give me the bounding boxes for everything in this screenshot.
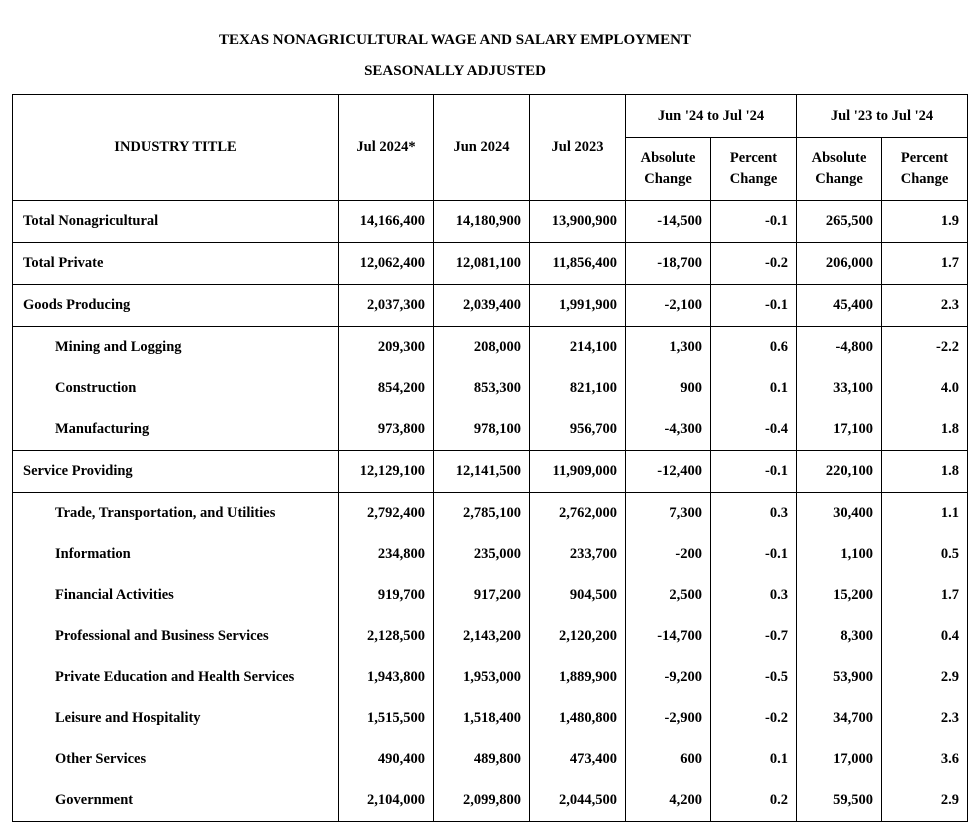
employment-table	[12, 94, 968, 822]
value-cell-y-pct: 1.8	[882, 409, 968, 451]
value-cell-y-abs: 45,400	[797, 285, 882, 327]
industry-title-cell: Total Nonagricultural	[13, 201, 339, 243]
industry-title-cell: Government	[13, 780, 339, 822]
value-cell-y-abs: 17,000	[797, 739, 882, 780]
value-cell-m-abs: 4,200	[626, 780, 711, 822]
value-cell-m-pct: -0.2	[711, 243, 797, 285]
value-cell-m-pct: -0.1	[711, 534, 797, 575]
industry-title-cell: Mining and Logging	[13, 327, 339, 369]
value-cell-jul2023: 214,100	[530, 327, 626, 369]
value-cell-y-abs: 34,700	[797, 698, 882, 739]
value-cell-y-pct: 1.1	[882, 493, 968, 535]
value-cell-jul2024: 12,129,100	[339, 451, 434, 493]
value-cell-y-pct: 2.3	[882, 285, 968, 327]
value-cell-jul2024: 2,104,000	[339, 780, 434, 822]
table-row	[13, 534, 968, 575]
value-cell-jul2023: 473,400	[530, 739, 626, 780]
value-cell-y-pct: 0.4	[882, 616, 968, 657]
page-title: TEXAS NONAGRICULTURAL WAGE AND SALARY EMPLOYMENT	[219, 32, 691, 48]
value-cell-jun2024: 2,143,200	[434, 616, 530, 657]
value-cell-y-pct: 2.9	[882, 780, 968, 822]
value-cell-m-pct: -0.1	[711, 285, 797, 327]
value-cell-jun2024: 978,100	[434, 409, 530, 451]
value-cell-jul2024: 234,800	[339, 534, 434, 575]
value-cell-m-abs: -14,700	[626, 616, 711, 657]
value-cell-jul2023: 11,856,400	[530, 243, 626, 285]
value-cell-y-abs: 53,900	[797, 657, 882, 698]
value-cell-jun2024: 917,200	[434, 575, 530, 616]
industry-title-cell: Other Services	[13, 739, 339, 780]
value-cell-jul2023: 233,700	[530, 534, 626, 575]
value-cell-m-pct: 0.6	[711, 327, 797, 369]
value-cell-jul2023: 1,991,900	[530, 285, 626, 327]
value-cell-y-abs: 206,000	[797, 243, 882, 285]
value-cell-jun2024: 2,039,400	[434, 285, 530, 327]
value-cell-jul2023: 2,120,200	[530, 616, 626, 657]
value-cell-m-pct: 0.3	[711, 575, 797, 616]
industry-title-cell: Professional and Business Services	[13, 616, 339, 657]
value-cell-y-pct: 1.7	[882, 243, 968, 285]
table-row	[13, 575, 968, 616]
value-cell-m-abs: -18,700	[626, 243, 711, 285]
value-cell-jul2023: 821,100	[530, 368, 626, 409]
header-industry-title: INDUSTRY TITLE	[13, 95, 339, 201]
table-row	[13, 493, 968, 535]
table-row	[13, 451, 968, 493]
value-cell-y-abs: 59,500	[797, 780, 882, 822]
value-cell-m-pct: 0.3	[711, 493, 797, 535]
industry-title-cell: Information	[13, 534, 339, 575]
value-cell-y-abs: 1,100	[797, 534, 882, 575]
value-cell-m-abs: -9,200	[626, 657, 711, 698]
value-cell-jul2024: 2,037,300	[339, 285, 434, 327]
header-jul-2023: Jul 2023	[530, 95, 626, 201]
value-cell-jul2024: 12,062,400	[339, 243, 434, 285]
table-row	[13, 201, 968, 243]
value-cell-m-pct: -0.2	[711, 698, 797, 739]
table-row	[13, 327, 968, 369]
value-cell-jul2024: 973,800	[339, 409, 434, 451]
industry-title-cell: Private Education and Health Services	[13, 657, 339, 698]
value-cell-jul2023: 2,762,000	[530, 493, 626, 535]
value-cell-jul2024: 209,300	[339, 327, 434, 369]
value-cell-m-pct: -0.1	[711, 201, 797, 243]
value-cell-m-pct: -0.4	[711, 409, 797, 451]
value-cell-jul2023: 956,700	[530, 409, 626, 451]
table-row	[13, 243, 968, 285]
header-monthly-change-group: Jun '24 to Jul '24	[626, 95, 797, 138]
value-cell-jun2024: 14,180,900	[434, 201, 530, 243]
industry-title-cell: Construction	[13, 368, 339, 409]
value-cell-jun2024: 1,953,000	[434, 657, 530, 698]
industry-title-cell: Manufacturing	[13, 409, 339, 451]
value-cell-jun2024: 235,000	[434, 534, 530, 575]
table-row	[13, 739, 968, 780]
table-row	[13, 368, 968, 409]
value-cell-jul2024: 490,400	[339, 739, 434, 780]
value-cell-y-abs: 220,100	[797, 451, 882, 493]
value-cell-jun2024: 853,300	[434, 368, 530, 409]
table-row	[13, 698, 968, 739]
value-cell-jun2024: 208,000	[434, 327, 530, 369]
value-cell-y-pct: 3.6	[882, 739, 968, 780]
value-cell-y-pct: 1.8	[882, 451, 968, 493]
table-row	[13, 409, 968, 451]
header-yearly-absolute-change: Absolute Change	[797, 138, 882, 201]
table-row	[13, 780, 968, 822]
header-jul-2024: Jul 2024*	[339, 95, 434, 201]
header-yearly-change-group: Jul '23 to Jul '24	[797, 95, 968, 138]
value-cell-y-pct: 4.0	[882, 368, 968, 409]
value-cell-m-abs: 2,500	[626, 575, 711, 616]
industry-title-cell: Financial Activities	[13, 575, 339, 616]
header-jun-2024: Jun 2024	[434, 95, 530, 201]
value-cell-jun2024: 2,785,100	[434, 493, 530, 535]
value-cell-m-pct: -0.5	[711, 657, 797, 698]
header-monthly-absolute-change: Absolute Change	[626, 138, 711, 201]
value-cell-m-abs: 900	[626, 368, 711, 409]
table-row	[13, 285, 968, 327]
value-cell-y-abs: 15,200	[797, 575, 882, 616]
table-row	[13, 616, 968, 657]
value-cell-y-pct: 1.7	[882, 575, 968, 616]
industry-title-cell: Goods Producing	[13, 285, 339, 327]
value-cell-m-abs: 1,300	[626, 327, 711, 369]
value-cell-m-abs: -14,500	[626, 201, 711, 243]
value-cell-jun2024: 489,800	[434, 739, 530, 780]
value-cell-y-pct: 1.9	[882, 201, 968, 243]
value-cell-m-abs: -2,100	[626, 285, 711, 327]
table-body	[13, 201, 968, 822]
value-cell-m-abs: -4,300	[626, 409, 711, 451]
value-cell-jul2024: 2,792,400	[339, 493, 434, 535]
industry-title-cell: Total Private	[13, 243, 339, 285]
value-cell-jul2023: 904,500	[530, 575, 626, 616]
value-cell-jul2023: 11,909,000	[530, 451, 626, 493]
value-cell-m-abs: 7,300	[626, 493, 711, 535]
header-yearly-percent-change: Percent Change	[882, 138, 968, 201]
value-cell-jul2023: 1,889,900	[530, 657, 626, 698]
value-cell-jul2024: 2,128,500	[339, 616, 434, 657]
value-cell-m-abs: 600	[626, 739, 711, 780]
value-cell-m-pct: 0.1	[711, 739, 797, 780]
value-cell-y-abs: 30,400	[797, 493, 882, 535]
value-cell-jul2023: 2,044,500	[530, 780, 626, 822]
industry-title-cell: Leisure and Hospitality	[13, 698, 339, 739]
value-cell-jul2024: 14,166,400	[339, 201, 434, 243]
value-cell-y-abs: 8,300	[797, 616, 882, 657]
value-cell-jul2024: 854,200	[339, 368, 434, 409]
page-subtitle: SEASONALLY ADJUSTED	[364, 63, 546, 79]
value-cell-jun2024: 12,081,100	[434, 243, 530, 285]
value-cell-y-pct: 2.9	[882, 657, 968, 698]
value-cell-jul2024: 919,700	[339, 575, 434, 616]
value-cell-m-abs: -12,400	[626, 451, 711, 493]
value-cell-m-pct: -0.1	[711, 451, 797, 493]
value-cell-m-abs: -200	[626, 534, 711, 575]
value-cell-jul2024: 1,515,500	[339, 698, 434, 739]
industry-title-cell: Service Providing	[13, 451, 339, 493]
value-cell-jun2024: 12,141,500	[434, 451, 530, 493]
value-cell-jun2024: 2,099,800	[434, 780, 530, 822]
value-cell-m-pct: 0.1	[711, 368, 797, 409]
value-cell-jun2024: 1,518,400	[434, 698, 530, 739]
value-cell-m-pct: -0.7	[711, 616, 797, 657]
value-cell-y-abs: 33,100	[797, 368, 882, 409]
value-cell-jul2024: 1,943,800	[339, 657, 434, 698]
value-cell-y-pct: 2.3	[882, 698, 968, 739]
value-cell-jul2023: 1,480,800	[530, 698, 626, 739]
value-cell-m-pct: 0.2	[711, 780, 797, 822]
value-cell-y-pct: 0.5	[882, 534, 968, 575]
table-row	[13, 657, 968, 698]
value-cell-jul2023: 13,900,900	[530, 201, 626, 243]
value-cell-y-abs: -4,800	[797, 327, 882, 369]
value-cell-y-pct: -2.2	[882, 327, 968, 369]
value-cell-y-abs: 265,500	[797, 201, 882, 243]
industry-title-cell: Trade, Transportation, and Utilities	[13, 493, 339, 535]
value-cell-y-abs: 17,100	[797, 409, 882, 451]
header-monthly-percent-change: Percent Change	[711, 138, 797, 201]
value-cell-m-abs: -2,900	[626, 698, 711, 739]
